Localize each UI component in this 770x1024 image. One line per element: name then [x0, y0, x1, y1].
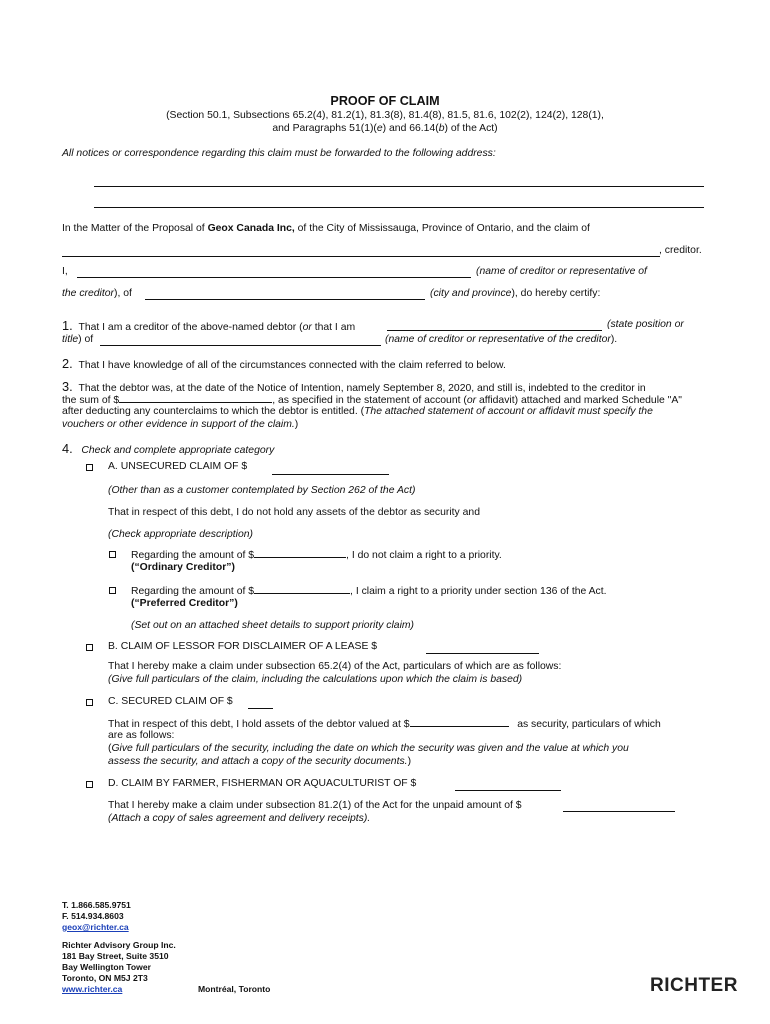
checkbox-c[interactable] — [86, 698, 93, 709]
claim-d-unpaid-field[interactable] — [563, 811, 675, 812]
matter-text: In the Matter of the Proposal of Geox Canada Inc, of the City of Mississauga, Province of Ontario, and the claim of — [62, 223, 590, 234]
footer-website-link[interactable]: www.richter.ca — [62, 984, 123, 994]
claim-a-note: (Other than as a customer contemplated by Section 262 of the Act) — [108, 485, 416, 496]
priority-setout-note: (Set out on an attached sheet details to support priority claim) — [131, 620, 415, 631]
section-3-line1: 3. That the debtor was, at the date of the Notice of Intention, namely September 8, 2020, and still is, indebted to the creditor in — [62, 379, 646, 394]
claim-c-line2: are as follows: — [108, 730, 175, 741]
representative-name-field[interactable] — [77, 277, 471, 278]
address-line-1[interactable] — [94, 186, 704, 187]
preferred-amount-field[interactable] — [254, 584, 350, 594]
claim-b-line2: (Give full particulars of the claim, including the calculations upon which the claim is based) — [108, 674, 523, 685]
checkbox-b[interactable] — [86, 643, 93, 654]
checkbox-a[interactable] — [86, 463, 93, 474]
claim-c-label: C. SECURED CLAIM OF $ — [108, 696, 233, 707]
i-label: I, — [62, 266, 68, 277]
claim-c-line3: (Give full particulars of the security, including the date on which the security was given and the value at which you — [108, 743, 629, 754]
claim-a-assets: That in respect of this debt, I do not hold any assets of the debtor as security and — [108, 507, 480, 518]
form-subtitle-line1: (Section 50.1, Subsections 65.2(4), 81.2(1), 81.3(8), 81.4(8), 81.5, 81.6, 102(2), 124(2), 128(1), — [166, 110, 604, 121]
claim-a-amount-field[interactable] — [272, 474, 389, 475]
claim-a-label: A. UNSECURED CLAIM OF $ — [108, 461, 248, 472]
creditor-name-field[interactable] — [62, 256, 660, 257]
creditor-hint: (name of creditor or representative of the creditor). — [385, 334, 618, 345]
certify-text: (city and province), do hereby certify: — [430, 288, 601, 299]
address-line-2[interactable] — [94, 207, 704, 208]
footer-tower: Bay Wellington Tower — [62, 962, 151, 972]
claim-b-amount-field[interactable] — [426, 653, 539, 654]
of-line: the creditor), of — [62, 288, 132, 299]
creditor-suffix: , creditor. — [659, 245, 702, 256]
claim-d-amount-field[interactable] — [455, 790, 561, 791]
city-province-field[interactable] — [145, 299, 425, 300]
section-3-line4: vouchers or other evidence in support of the claim.) — [62, 419, 299, 430]
section-3-line2: the sum of $ , as specified in the statement of account (or affidavit) attached and marked Schedule "A" — [62, 395, 682, 406]
footer-phone: T. 1.866.585.9751 — [62, 900, 131, 910]
footer-offices: Montréal, Toronto — [198, 984, 271, 994]
checkbox-ordinary[interactable] — [109, 550, 116, 561]
footer-fax: F. 514.934.8603 — [62, 911, 124, 921]
richter-logo: RICHTER — [650, 975, 738, 996]
claim-b-label: B. CLAIM OF LESSOR FOR DISCLAIMER OF A LEASE $ — [108, 641, 378, 652]
notice-text: All notices or correspondence regarding this claim must be forwarded to the following address: — [62, 148, 496, 159]
footer-company: Richter Advisory Group Inc. — [62, 940, 176, 950]
claim-d-line2: (Attach a copy of sales agreement and delivery receipts). — [108, 813, 371, 824]
claim-c-amount-field[interactable] — [248, 708, 273, 709]
position-field[interactable] — [387, 330, 602, 331]
preferred-line: Regarding the amount of $ , I claim a right to a priority under section 136 of the Act. — [131, 586, 607, 597]
footer-street: 181 Bay Street, Suite 3510 — [62, 951, 169, 961]
claim-a-check-desc: (Check appropriate description) — [108, 529, 253, 540]
section-1-line2: title) of — [62, 334, 94, 345]
footer-email-link[interactable]: geox@richter.ca — [62, 922, 129, 932]
claim-c-value-field[interactable] — [410, 717, 509, 727]
footer-city: Toronto, ON M5J 2T3 — [62, 973, 148, 983]
claim-b-line1: That I hereby make a claim under subsection 65.2(4) of the Act, particulars of which are as follows: — [108, 661, 562, 672]
name-hint: (name of creditor or representative of — [476, 266, 647, 277]
claim-d-line1: That I hereby make a claim under subsection 81.2(1) of the Act for the unpaid amount of $ — [108, 800, 522, 811]
sum-field[interactable] — [119, 393, 272, 403]
claim-c-line1: That in respect of this debt, I hold assets of the debtor valued at $ as security, particulars of which — [108, 719, 661, 730]
ordinary-line: Regarding the amount of $ , I do not claim a right to a priority. — [131, 550, 502, 561]
form-subtitle-line2: and Paragraphs 51(1)(e) and 66.14(b) of the Act) — [272, 123, 498, 134]
section-4: 4. Check and complete appropriate category — [62, 441, 275, 456]
section-3-line3: after deducting any counterclaims to which the debtor is entitled. (The attached statement of account or affidavit must specify the — [62, 406, 653, 417]
section-1-line1: 1. That I am a creditor of the above-named debtor (or that I am — [62, 318, 356, 333]
checkbox-d[interactable] — [86, 780, 93, 791]
position-hint: (state position or — [607, 319, 684, 330]
ordinary-amount-field[interactable] — [254, 548, 346, 558]
preferred-creditor-label: (“Preferred Creditor”) — [131, 598, 238, 609]
claim-c-line4: assess the security, and attach a copy of the security documents.) — [108, 756, 412, 767]
claim-d-label: D. CLAIM BY FARMER, FISHERMAN OR AQUACULTURIST OF $ — [108, 778, 417, 789]
ordinary-creditor-label: (“Ordinary Creditor”) — [131, 562, 235, 573]
checkbox-preferred[interactable] — [109, 586, 116, 597]
form-title: PROOF OF CLAIM — [330, 94, 440, 108]
section-2: 2. That I have knowledge of all of the circumstances connected with the claim referred to below. — [62, 356, 506, 371]
creditor-of-field[interactable] — [100, 345, 381, 346]
